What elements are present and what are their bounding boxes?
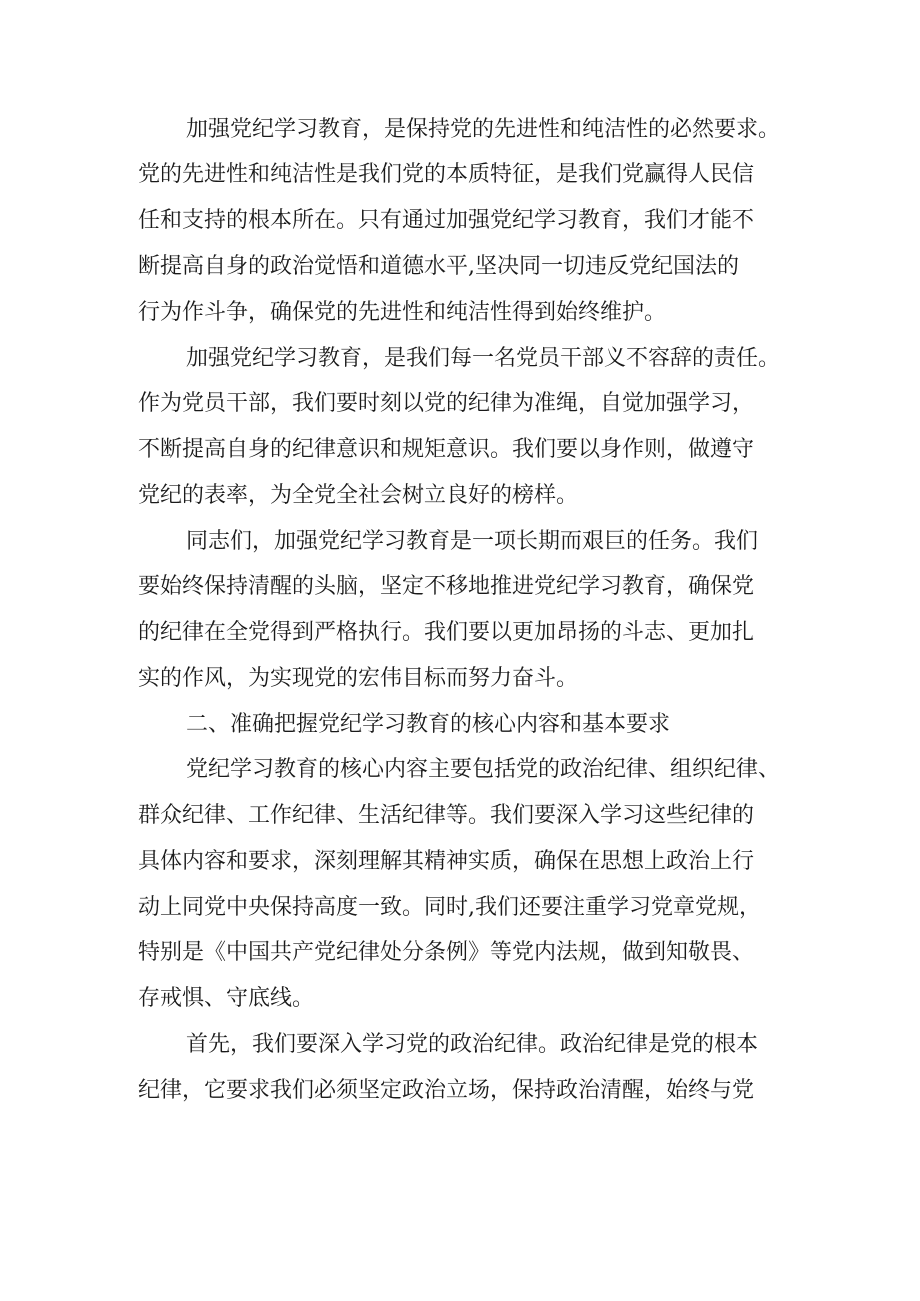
paragraph-1-line-1: 加强党纪学习教育，是保持党的先进性和纯洁性的必然要求。: [186, 117, 781, 142]
paragraph-2-line-2: 作为党员干部，我们要时刻以党的纪律为准绳，自觉加强学习，: [138, 391, 755, 416]
paragraph-3-line-3: 的纪律在全党得到严格执行。我们要以更加昂扬的斗志、更加扎: [138, 620, 755, 645]
paragraph-5-line-2: 纪律，它要求我们必须坚定政治立场，保持政治清醒，始终与党: [138, 1078, 755, 1103]
paragraph-4-line-5: 特别是《中国共产党纪律处分条例》等党内法规，做到知敬畏、: [138, 940, 755, 965]
paragraph-4-line-1: 党纪学习教育的核心内容主要包括党的政治纪律、组织纪律、: [186, 757, 781, 782]
paragraph-5-line-1: 首先，我们要深入学习党的政治纪律。政治纪律是党的根本: [186, 1032, 759, 1057]
paragraph-2-line-3: 不断提高自身的纪律意识和规矩意识。我们要以身作则，做遵守: [138, 437, 755, 462]
paragraph-3-line-2: 要始终保持清醒的头脑，坚定不移地推进党纪学习教育，确保党: [138, 574, 755, 599]
paragraph-2-line-1: 加强党纪学习教育，是我们每一名党员干部义不容辞的责任。: [186, 346, 781, 371]
paragraph-1-line-5: 行为作斗争，确保党的先进性和纯洁性得到始终维护。: [138, 300, 667, 325]
paragraph-3-line-4: 实的作风，为实现党的宏伟目标而努力奋斗。: [138, 666, 579, 691]
paragraph-4-line-4: 动上同党中央保持高度一致。同时,我们还要注重学习党章党规，: [138, 895, 761, 920]
paragraph-1-line-4: 断提高自身的政治觉悟和道德水平,坚决同一切违反党纪国法的: [138, 254, 739, 279]
paragraph-4-line-2: 群众纪律、工作纪律、生活纪律等。我们要深入学习这些纪律的: [138, 803, 755, 828]
paragraph-2-line-4: 党纪的表率，为全党全社会树立良好的榜样。: [138, 483, 579, 508]
paragraph-1-line-2: 党的先进性和纯洁性是我们党的本质特征，是我们党赢得人民信: [138, 162, 755, 187]
paragraph-4-line-6: 存戒惧、守底线。: [138, 986, 315, 1011]
paragraph-4-line-3: 具体内容和要求，深刻理解其精神实质，确保在思想上政治上行: [138, 849, 755, 874]
paragraph-1-line-3: 任和支持的根本所在。只有通过加强党纪学习教育，我们才能不: [138, 208, 755, 233]
section-heading: 二、准确把握党纪学习教育的核心内容和基本要求: [186, 712, 671, 737]
paragraph-3-line-1: 同志们，加强党纪学习教育是一项长期而艰巨的任务。我们: [186, 529, 759, 554]
